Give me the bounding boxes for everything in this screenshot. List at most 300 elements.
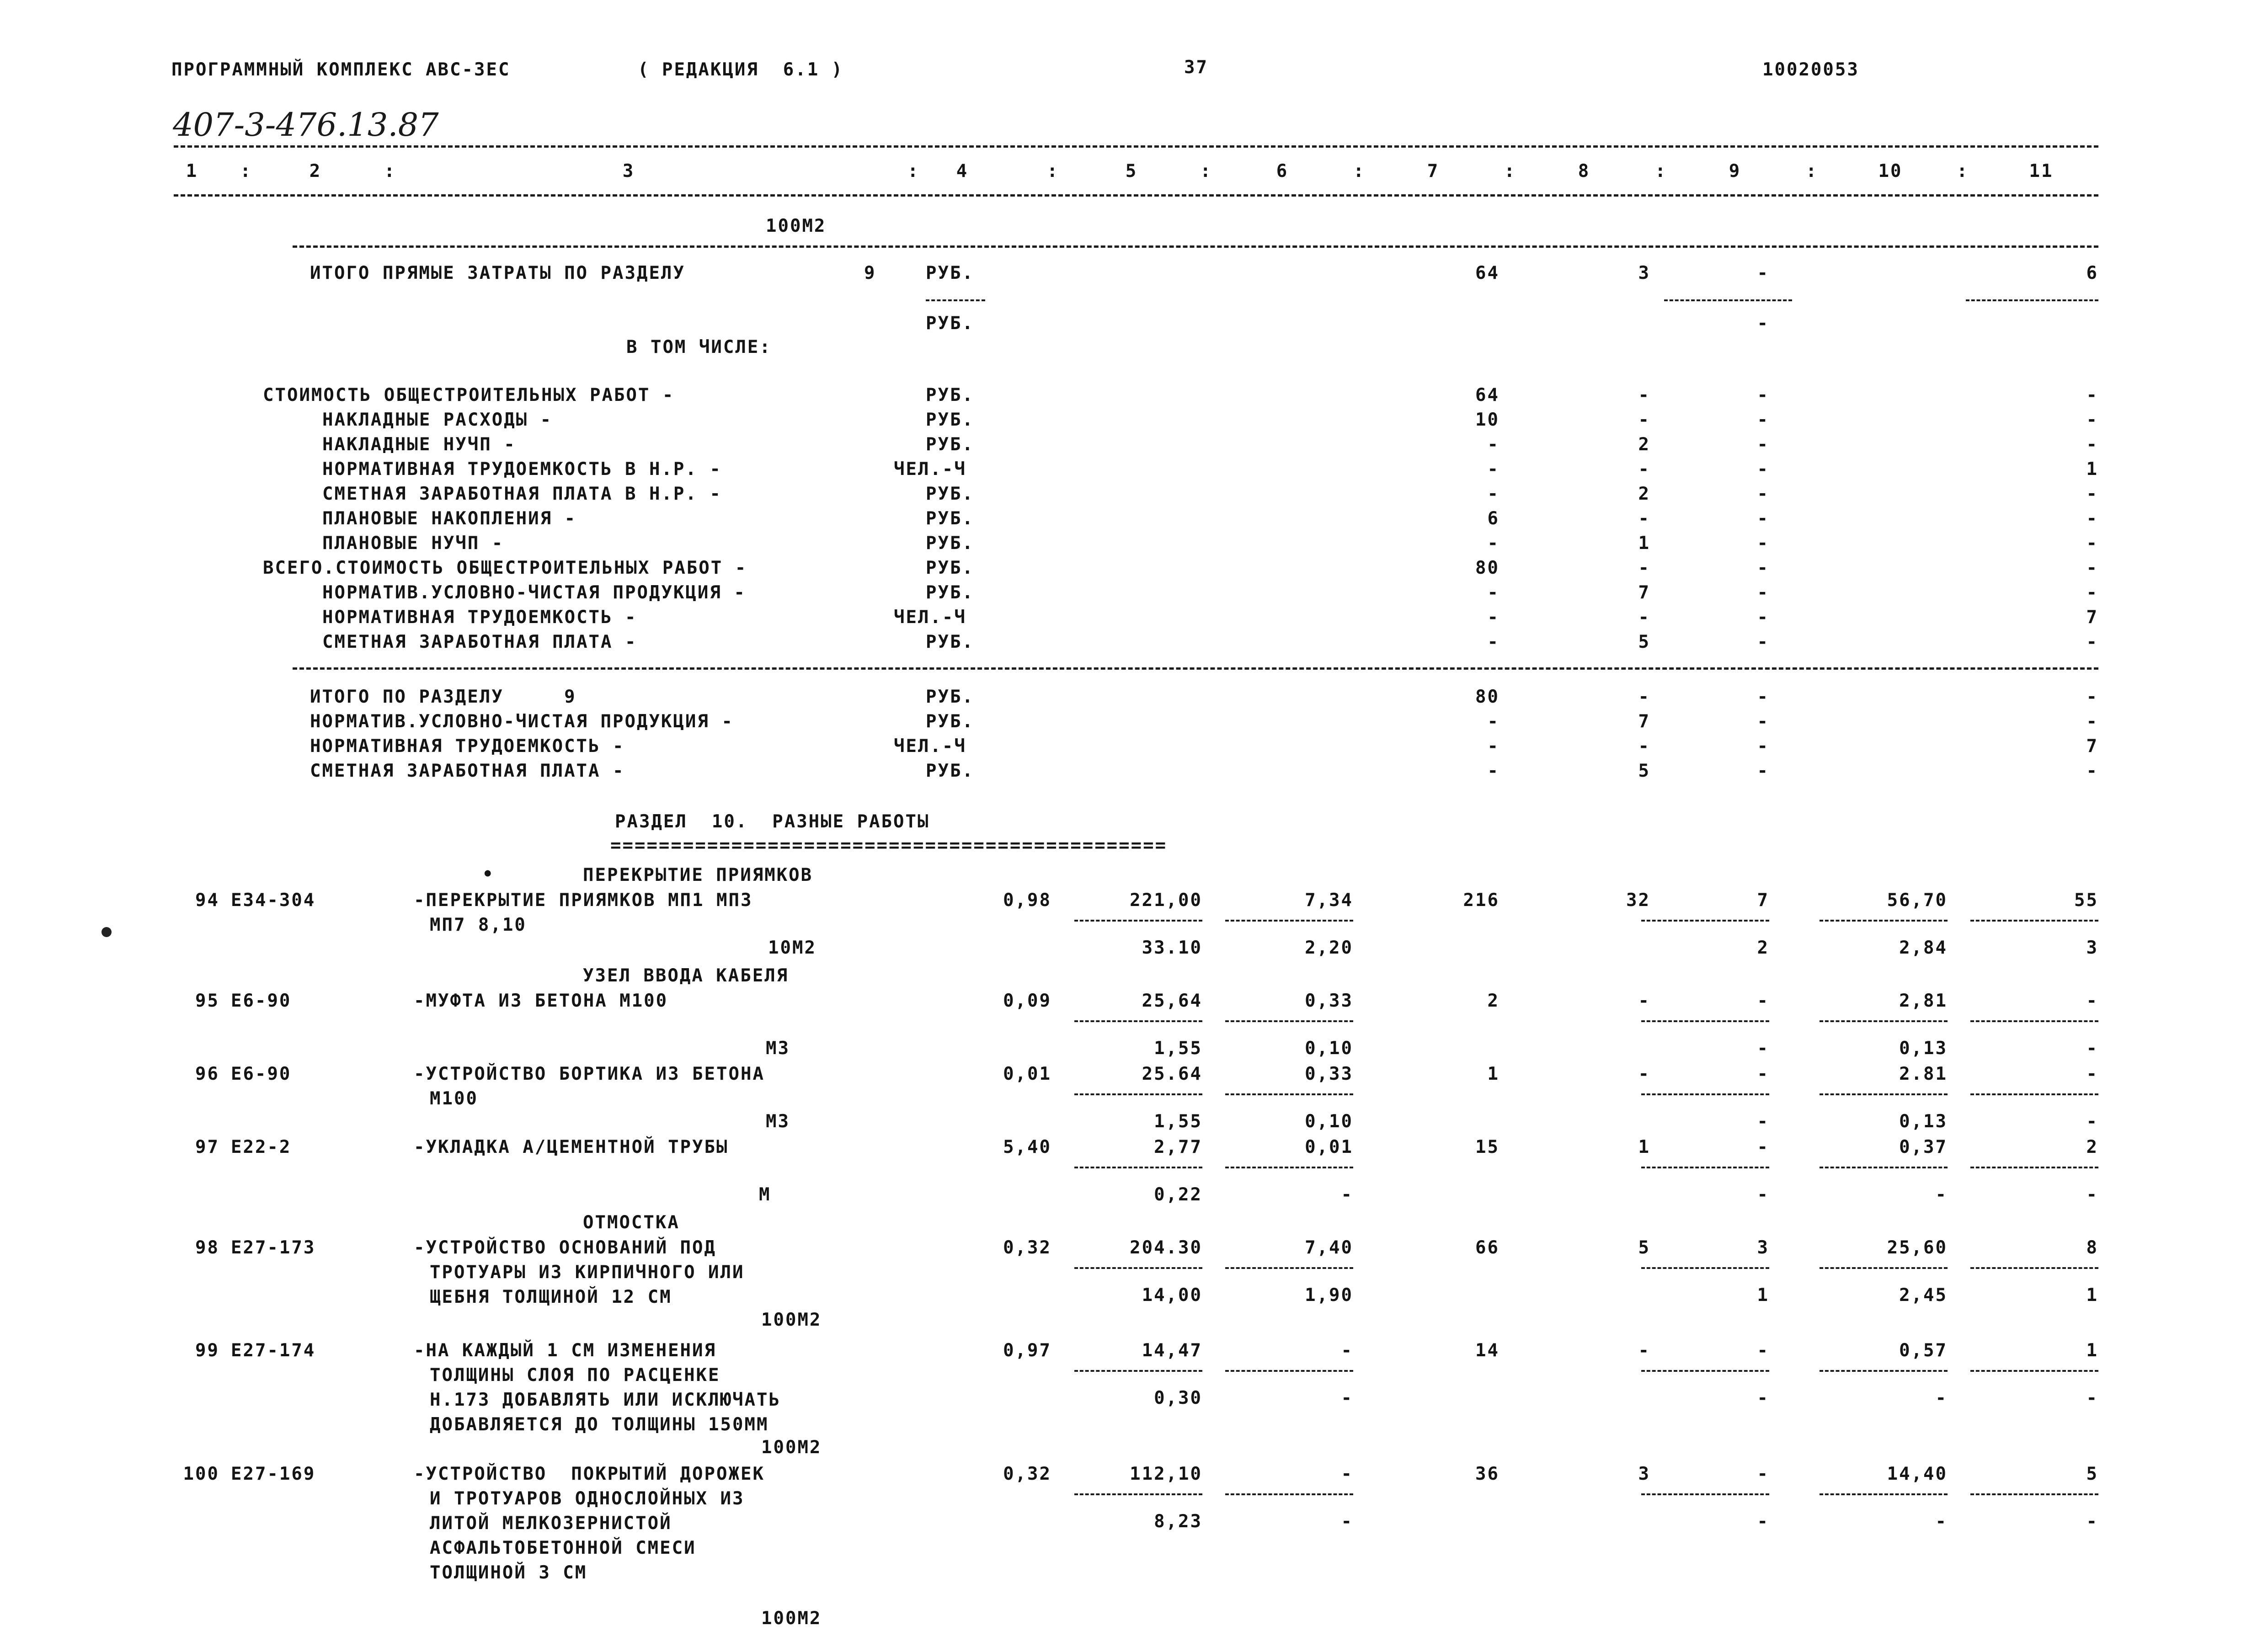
item-description: ТРОТУАРЫ ИЗ КИРПИЧНОГО ИЛИ [430, 1262, 745, 1283]
cell-c11: - [2086, 687, 2098, 707]
cell-c9: - [1757, 761, 1769, 781]
cell-c11: - [2086, 711, 2098, 732]
cell-rule-c9 [1641, 1093, 1769, 1095]
page-number: 37 [1184, 57, 1208, 78]
cell-c6: 7,40 [1305, 1237, 1353, 1258]
cell-rule-c11 [1970, 1493, 2098, 1495]
item-description: -УСТРОЙСТВО БОРТИКА ИЗ БЕТОНА [414, 1064, 765, 1084]
breakdown-label: СМЕТНАЯ ЗАРАБОТНАЯ ПЛАТА В Н.Р. - [322, 484, 722, 504]
cell-c11: 1 [2086, 1340, 2098, 1361]
cell-c9: - [1757, 434, 1769, 455]
breakdown-label: ПЛАНОВЫЕ НУЧП - [322, 533, 504, 554]
breakdown-label: НАКЛАДНЫЕ НУЧП - [322, 434, 516, 455]
item-unit: М [759, 1184, 771, 1205]
item-code: Е27-174 [231, 1340, 316, 1361]
item-code: Е34-304 [231, 890, 316, 911]
cell-c9: - [1757, 1111, 1769, 1132]
col-sep: : [1806, 161, 1818, 181]
cell-c11: - [2086, 484, 2098, 504]
item-number: 95 [195, 991, 219, 1011]
cell-c9: - [1757, 1388, 1769, 1408]
cell-c7: 10 [1475, 410, 1500, 430]
edition-label: ( РЕДАКЦИЯ 6.1 ) [638, 59, 844, 80]
cell-c11: - [2086, 1064, 2098, 1084]
cell-rule-c6 [1225, 1020, 1353, 1022]
cell-c11: - [2086, 385, 2098, 405]
col-sep: : [1957, 161, 1969, 181]
cell-c11: 55 [2074, 890, 2098, 911]
cell-c7: - [1487, 582, 1500, 603]
cell-c7: - [1487, 632, 1500, 652]
cell-c9: - [1757, 582, 1769, 603]
unit-cell: РУБ. [926, 385, 974, 405]
cell-c10: 0,13 [1899, 1038, 1948, 1059]
cell-c9: - [1757, 508, 1769, 529]
cell-c8: - [1638, 385, 1650, 405]
cell-c10: - [1935, 1388, 1948, 1408]
unit-cell: ЧЕЛ.-Ч [894, 736, 966, 757]
item-description: ТОЛЩИНОЙ 3 СМ [430, 1562, 587, 1583]
cell-c5: 25,64 [1142, 991, 1202, 1011]
cell-c7: - [1487, 484, 1500, 504]
cell-rule-c5 [1074, 1493, 1202, 1495]
col-num-9: 9 [1729, 161, 1741, 181]
cell-c8: 3 [1638, 263, 1650, 283]
cell-c8: 2 [1638, 484, 1650, 504]
col-num-6: 6 [1276, 161, 1289, 181]
cell-c9: - [1757, 1184, 1769, 1205]
summary-label: ИТОГО ПО РАЗДЕЛУ 9 [310, 687, 576, 707]
cell-rule-c11 [1970, 1267, 2098, 1269]
cell-c9: - [1757, 263, 1769, 283]
cell-c9: - [1757, 687, 1769, 707]
cell-c10: 56,70 [1887, 890, 1948, 911]
cell-c8: - [1638, 459, 1650, 480]
cell-rule-c5 [1074, 1093, 1202, 1095]
cell-c9: - [1757, 558, 1769, 578]
col-num-5: 5 [1125, 161, 1138, 181]
item-description: -УСТРОЙСТВО ПОКРЫТИЙ ДОРОЖЕК [414, 1464, 765, 1484]
cell-c8: - [1638, 1340, 1650, 1361]
item-description: -МУФТА ИЗ БЕТОНА М100 [414, 991, 668, 1011]
col-sep: : [1353, 161, 1366, 181]
cell-rule-c9 [1641, 920, 1769, 922]
cell-rule-c6 [1225, 1370, 1353, 1372]
top-unit: 100М2 [766, 216, 827, 236]
summary-label: НОРМАТИВ.УСЛОВНО-ЧИСТАЯ ПРОДУКЦИЯ - [310, 711, 734, 732]
section10-title-underline: ============================================== [610, 835, 1168, 856]
cell-c6: - [1341, 1511, 1353, 1532]
cell-c10: - [1935, 1511, 1948, 1532]
cell-c10: 2,81 [1899, 991, 1948, 1011]
cell-c7: 15 [1475, 1137, 1500, 1157]
cell-c7: 64 [1475, 263, 1500, 283]
document-code: 10020053 [1762, 59, 1859, 80]
cell-rule-c10 [1820, 1167, 1948, 1168]
cell-c5: 14,47 [1142, 1340, 1202, 1361]
cell-c11: - [2086, 434, 2098, 455]
unit-cell: РУБ. [926, 558, 974, 578]
cell-c8: - [1638, 607, 1650, 628]
cell-c8: 1 [1638, 1137, 1650, 1157]
group-heading-cable: УЗЕЛ ВВОДА КАБЕЛЯ [583, 965, 789, 986]
cell-c5: 14,00 [1142, 1285, 1202, 1306]
cell-rule-c11 [1970, 1167, 2098, 1168]
unit-cell: РУБ. [926, 410, 974, 430]
cell-c7: - [1487, 533, 1500, 554]
program-title: ПРОГРАММНЫЙ КОМПЛЕКС АВС-3ЕС [171, 59, 511, 80]
cell-rule-c5 [1074, 1370, 1202, 1372]
cell-c6: 2,20 [1305, 938, 1353, 958]
cell-c9: 7 [1757, 890, 1769, 911]
item-unit: 100М2 [761, 1310, 822, 1330]
cell-c4: 0,01 [1003, 1064, 1051, 1084]
short-rule [1664, 299, 1792, 301]
cell-c7: 6 [1487, 508, 1500, 529]
cell-c9: - [1757, 385, 1769, 405]
breakdown-label: СТОИМОСТЬ ОБЩЕСТРОИТЕЛЬНЫХ РАБОТ - [263, 385, 675, 405]
item-unit: М3 [766, 1038, 790, 1059]
cell-c8: - [1638, 508, 1650, 529]
cell-c7: - [1487, 459, 1500, 480]
cell-c7: 2 [1487, 991, 1500, 1011]
cell-c7: 80 [1475, 558, 1500, 578]
cell-c11: - [2086, 1111, 2098, 1132]
unit-cell: РУБ. [926, 711, 974, 732]
item-description: И ТРОТУАРОВ ОДНОСЛОЙНЫХ ИЗ [430, 1488, 745, 1509]
cell-c8: 5 [1638, 1237, 1650, 1258]
col-sep: : [907, 161, 920, 181]
item-number: 97 [195, 1137, 219, 1157]
cell-c8: 7 [1638, 711, 1650, 732]
rule-before-section-total [293, 245, 2098, 248]
item-code: Е22-2 [231, 1137, 292, 1157]
cell-c9: - [1757, 991, 1769, 1011]
cell-c8: - [1638, 558, 1650, 578]
group-heading-apron: ОТМОСТКА [583, 1212, 680, 1233]
cell-c11: 5 [2086, 1464, 2098, 1484]
cell-c7: - [1487, 736, 1500, 757]
cell-c6: 0,10 [1305, 1038, 1353, 1059]
cell-c8: 32 [1626, 890, 1650, 911]
item-description: Н.173 ДОБАВЛЯТЬ ИЛИ ИСКЛЮЧАТЬ [430, 1390, 781, 1410]
cell-c6: 0,33 [1305, 1064, 1353, 1084]
cell-c6: 0,33 [1305, 991, 1353, 1011]
cell-c5: 1,55 [1154, 1111, 1202, 1132]
cell-c7: 36 [1475, 1464, 1500, 1484]
col-num-11: 11 [2029, 161, 2054, 181]
cell-c4: 0,09 [1003, 991, 1051, 1011]
item-description: ЩЕБНЯ ТОЛЩИНОЙ 12 СМ [430, 1287, 672, 1307]
cell-rule-c6 [1225, 1093, 1353, 1095]
cell-rule-c6 [1225, 1267, 1353, 1269]
cell-c8: - [1638, 991, 1650, 1011]
item-unit: 100М2 [761, 1608, 822, 1629]
item-code: Е6-90 [231, 1064, 292, 1084]
cell-c4: 0,32 [1003, 1237, 1051, 1258]
col-num-1: 1 [186, 161, 198, 181]
cell-c8: 2 [1638, 434, 1650, 455]
cell-c10: 0,57 [1899, 1340, 1948, 1361]
cell-rule-c10 [1820, 1370, 1948, 1372]
cell-rule-c5 [1074, 1020, 1202, 1022]
cell-c6: 0,01 [1305, 1137, 1353, 1157]
cell-c10: 14,40 [1887, 1464, 1948, 1484]
cell-rule-c9 [1641, 1267, 1769, 1269]
cell-c11: - [2086, 632, 2098, 652]
cell-c7: 66 [1475, 1237, 1500, 1258]
item-description: М100 [430, 1088, 478, 1109]
unit-cell: РУБ. [926, 687, 974, 707]
col-sep: : [1655, 161, 1667, 181]
cell-c7: 14 [1475, 1340, 1500, 1361]
cell-rule-c6 [1225, 1167, 1353, 1168]
cell-c9: - [1757, 1137, 1769, 1157]
cell-c11: - [2086, 761, 2098, 781]
cell-c11: 3 [2086, 938, 2098, 958]
cell-c10: 2,45 [1899, 1285, 1948, 1306]
item-number: 99 [195, 1340, 219, 1361]
item-description: ЛИТОЙ МЕЛКОЗЕРНИСТОЙ [430, 1513, 672, 1534]
cell-rule-c11 [1970, 1370, 2098, 1372]
item-description: ДОБАВЛЯЕТСЯ ДО ТОЛЩИНЫ 150ММ [430, 1414, 769, 1435]
cell-c7: 1 [1487, 1064, 1500, 1084]
item-unit: 10М2 [768, 938, 816, 958]
cell-rule-c10 [1820, 1093, 1948, 1095]
cell-rule-c9 [1641, 1020, 1769, 1022]
cell-c9: - [1757, 484, 1769, 504]
cell-c4: 5,40 [1003, 1137, 1051, 1157]
cell-c11: - [2086, 1038, 2098, 1059]
item-description: -УСТРОЙСТВО ОСНОВАНИЙ ПОД [414, 1237, 716, 1258]
item-unit: М3 [766, 1111, 790, 1132]
summary-label: НОРМАТИВНАЯ ТРУДОЕМКОСТЬ - [310, 736, 625, 757]
unit-cell: РУБ. [926, 533, 974, 554]
cell-c5: 8,23 [1154, 1511, 1202, 1532]
cell-c5: 0,30 [1154, 1388, 1202, 1408]
cell-rule-c10 [1820, 1493, 1948, 1495]
col-sep: : [1200, 161, 1212, 181]
cell-c8: 3 [1638, 1464, 1650, 1484]
cell-c7: 216 [1463, 890, 1500, 911]
unit-cell: РУБ. [926, 632, 974, 652]
cell-c4: 0,97 [1003, 1340, 1051, 1361]
cell-c5: 0,22 [1154, 1184, 1202, 1205]
cell-c11: - [2086, 508, 2098, 529]
cell-c9: - [1757, 410, 1769, 430]
group-heading-pits: ПЕРЕКРЫТИЕ ПРИЯМКОВ [583, 865, 813, 885]
cell-c7: - [1487, 761, 1500, 781]
unit-cell: РУБ. [926, 313, 974, 334]
cell-rule-c11 [1970, 1020, 2098, 1022]
col-num-4: 4 [956, 161, 969, 181]
item-description: -ПЕРЕКРЫТИЕ ПРИЯМКОВ МП1 МП3 [414, 890, 753, 911]
item-number: 98 [195, 1237, 219, 1258]
cell-c5: 112,10 [1130, 1464, 1202, 1484]
breakdown-label: ВСЕГО.СТОИМОСТЬ ОБЩЕСТРОИТЕЛЬНЫХ РАБОТ - [263, 558, 747, 578]
unit-cell: РУБ. [926, 761, 974, 781]
cell-c11: 6 [2086, 263, 2098, 283]
cell-c10: 2.81 [1899, 1064, 1948, 1084]
cell-c9: - [1757, 1340, 1769, 1361]
summary-label: СМЕТНАЯ ЗАРАБОТНАЯ ПЛАТА - [310, 761, 625, 781]
cell-c8: - [1638, 687, 1650, 707]
cell-c6: - [1341, 1388, 1353, 1408]
cell-c10: - [1935, 1184, 1948, 1205]
cell-c5: 1,55 [1154, 1038, 1202, 1059]
cell-rule-c9 [1641, 1493, 1769, 1495]
short-rule [926, 299, 985, 301]
cell-c7: - [1487, 711, 1500, 732]
cell-c10: 0,37 [1899, 1137, 1948, 1157]
item-description: -НА КАЖДЫЙ 1 СМ ИЗМЕНЕНИЯ [414, 1340, 716, 1361]
cell-c6: - [1341, 1184, 1353, 1205]
col-num-8: 8 [1578, 161, 1590, 181]
item-code: Е27-173 [231, 1237, 316, 1258]
cell-c5: 2,77 [1154, 1137, 1202, 1157]
cell-c9: 1 [1757, 1285, 1769, 1306]
section10-title: РАЗДЕЛ 10. РАЗНЫЕ РАБОТЫ [615, 811, 930, 832]
direct-costs-label: ИТОГО ПРЯМЫЕ ЗАТРАТЫ ПО РАЗДЕЛУ [310, 263, 685, 283]
item-description: ТОЛЩИНЫ СЛОЯ ПО РАСЦЕНКЕ [430, 1365, 720, 1386]
cell-c11: 2 [2086, 1137, 2098, 1157]
cell-rule-c10 [1820, 1267, 1948, 1269]
cell-c9: - [1757, 607, 1769, 628]
cell-c7: 64 [1475, 385, 1500, 405]
breakdown-label: НОРМАТИВНАЯ ТРУДОЕМКОСТЬ В Н.Р. - [322, 459, 722, 480]
cell-c11: 7 [2086, 736, 2098, 757]
cell-c8: - [1638, 736, 1650, 757]
cell-c10: 2,84 [1899, 938, 1948, 958]
cell-c11: - [2086, 1184, 2098, 1205]
cell-c10: 0,13 [1899, 1111, 1948, 1132]
item-number: 96 [195, 1064, 219, 1084]
cell-c11: - [2086, 582, 2098, 603]
handwritten-project-code: 407-3-476.13.87 [173, 106, 439, 144]
col-sep: : [384, 161, 396, 181]
item-description: МП7 8,10 [430, 915, 527, 935]
cell-rule-c5 [1074, 1267, 1202, 1269]
cell-c11: - [2086, 410, 2098, 430]
cell-rule-c11 [1970, 1093, 2098, 1095]
cell-c10: 25,60 [1887, 1237, 1948, 1258]
cell-rule-c6 [1225, 920, 1353, 922]
cell-c11: 8 [2086, 1237, 2098, 1258]
cell-c5: 25.64 [1142, 1064, 1202, 1084]
breakdown-label: ПЛАНОВЫЕ НАКОПЛЕНИЯ - [322, 508, 577, 529]
cell-c5: 221,00 [1130, 890, 1202, 911]
cell-c5: 204.30 [1130, 1237, 1202, 1258]
cell-c9: - [1757, 313, 1769, 334]
breakdown-label: НОРМАТИВ.УСЛОВНО-ЧИСТАЯ ПРОДУКЦИЯ - [322, 582, 746, 603]
cell-c9: - [1757, 1064, 1769, 1084]
cell-c8: - [1638, 1064, 1650, 1084]
cell-c11: 1 [2086, 1285, 2098, 1306]
cell-c9: - [1757, 711, 1769, 732]
cell-c5: 33.10 [1142, 938, 1202, 958]
including-label: В ТОМ ЧИСЛЕ: [626, 337, 772, 357]
cell-c6: 0,10 [1305, 1111, 1353, 1132]
cell-c8: 1 [1638, 533, 1650, 554]
cell-rule-c6 [1225, 1493, 1353, 1495]
cell-c11: - [2086, 991, 2098, 1011]
bullet-mark: • [482, 864, 495, 885]
cell-c11: - [2086, 558, 2098, 578]
col-sep: : [240, 161, 252, 181]
cell-c9: - [1757, 632, 1769, 652]
cell-c7: - [1487, 607, 1500, 628]
col-num-10: 10 [1878, 161, 1903, 181]
breakdown-label: СМЕТНАЯ ЗАРАБОТНАЯ ПЛАТА - [322, 632, 637, 652]
cell-rule-c5 [1074, 1167, 1202, 1168]
item-unit: 100М2 [761, 1437, 822, 1458]
rule-top [174, 145, 2098, 148]
rule-before-section-summary [293, 667, 2098, 670]
item-number: 100 [183, 1464, 219, 1484]
cell-c9: 2 [1757, 938, 1769, 958]
cell-rule-c5 [1074, 920, 1202, 922]
unit-cell: РУБ. [926, 508, 974, 529]
cell-c4: 0,32 [1003, 1464, 1051, 1484]
cell-c6: - [1341, 1464, 1353, 1484]
unit-cell: ЧЕЛ.-Ч [894, 459, 966, 480]
cell-c6: 1,90 [1305, 1285, 1353, 1306]
cell-c9: - [1757, 736, 1769, 757]
short-rule [1966, 299, 2098, 301]
cell-c4: 0,98 [1003, 890, 1051, 911]
cell-rule-c10 [1820, 1020, 1948, 1022]
cell-c11: - [2086, 533, 2098, 554]
direct-costs-section-num: 9 [864, 263, 876, 283]
cell-c9: - [1757, 459, 1769, 480]
cell-c8: 5 [1638, 632, 1650, 652]
cell-c8: 5 [1638, 761, 1650, 781]
cell-c9: - [1757, 1511, 1769, 1532]
unit-cell: РУБ. [926, 484, 974, 504]
breakdown-label: НОРМАТИВНАЯ ТРУДОЕМКОСТЬ - [322, 607, 637, 628]
cell-rule-c10 [1820, 920, 1948, 922]
col-num-7: 7 [1427, 161, 1440, 181]
cell-c11: - [2086, 1511, 2098, 1532]
cell-c9: - [1757, 1038, 1769, 1059]
breakdown-label: НАКЛАДНЫЕ РАСХОДЫ - [322, 410, 553, 430]
cell-c9: 3 [1757, 1237, 1769, 1258]
cell-c9: - [1757, 533, 1769, 554]
cell-c6: - [1341, 1340, 1353, 1361]
cell-c8: 7 [1638, 582, 1650, 603]
cell-c7: - [1487, 434, 1500, 455]
cell-rule-c11 [1970, 920, 2098, 922]
col-sep: : [1504, 161, 1516, 181]
cell-c8: - [1638, 410, 1650, 430]
item-code: Е27-169 [231, 1464, 316, 1484]
unit-cell: РУБ. [926, 434, 974, 455]
cell-c11: - [2086, 1388, 2098, 1408]
cell-c9: - [1757, 1464, 1769, 1484]
item-description: -УКЛАДКА А/ЦЕМЕНТНОЙ ТРУБЫ [414, 1137, 729, 1157]
col-num-3: 3 [622, 161, 635, 181]
cell-c11: 7 [2086, 607, 2098, 628]
cell-c7: 80 [1475, 687, 1500, 707]
rule-under-colnums [174, 194, 2098, 197]
item-code: Е6-90 [231, 991, 292, 1011]
item-number: 94 [195, 890, 219, 911]
cell-c6: 7,34 [1305, 890, 1353, 911]
unit-cell: ЧЕЛ.-Ч [894, 607, 966, 628]
cell-rule-c9 [1641, 1370, 1769, 1372]
unit-cell: РУБ. [926, 263, 974, 283]
item-description: АСФАЛЬТОБЕТОННОЙ СМЕСИ [430, 1538, 696, 1558]
